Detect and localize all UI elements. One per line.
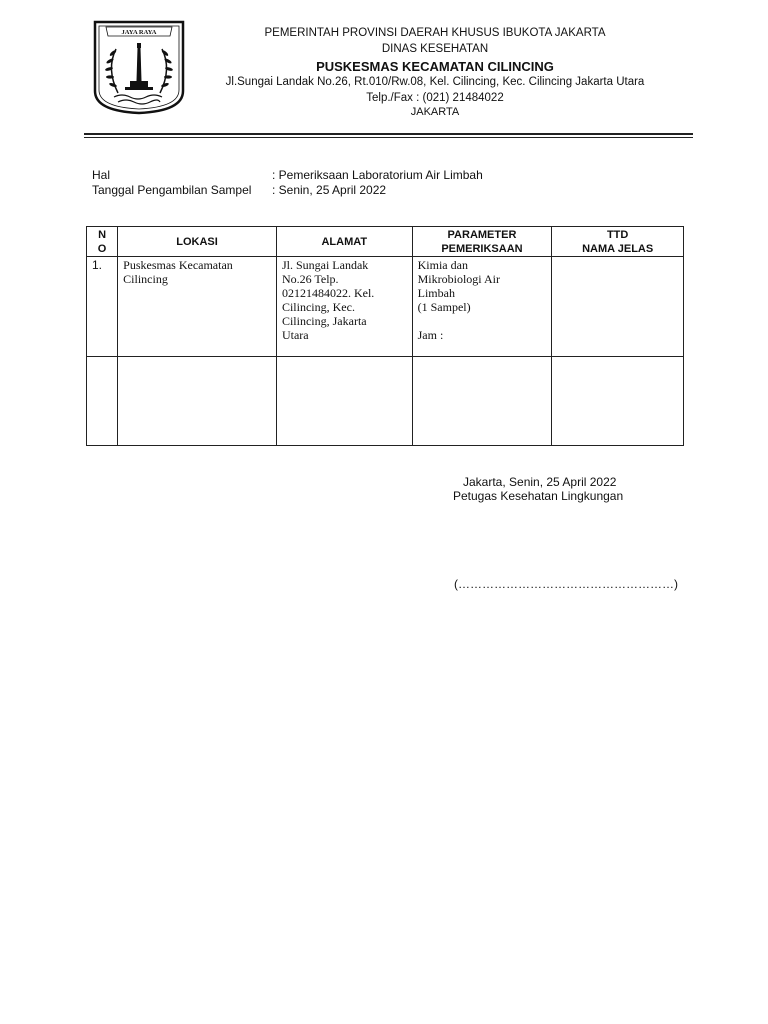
- header-city: JAKARTA: [410, 106, 460, 118]
- cell-parameter: Kimia dan Mikrobiologi Air Limbah (1 Sampel) Jam :: [412, 257, 552, 357]
- header-address: Jl.Sungai Landak No.26, Rt.010/Rw.08, Kel. Cilincing, Kec. Cilincing Jakarta Utara: [225, 76, 645, 88]
- header-institution-name: PUSKESMAS KECAMATAN CILINCING: [316, 59, 554, 74]
- header-parameter: PARAMETER PEMERIKSAAN: [412, 227, 552, 257]
- empty-cell: [118, 357, 277, 446]
- header-government-line: PEMERINTAH PROVINSI DAERAH KHUSUS IBUKOTA JAKARTA: [264, 27, 606, 39]
- header-ttd: TTD NAMA JELAS: [552, 227, 684, 257]
- cell-no: 1.: [87, 257, 118, 357]
- header-alamat: ALAMAT: [276, 227, 412, 257]
- signature-role: Petugas Kesehatan Lingkungan: [453, 489, 624, 503]
- cell-ttd: [552, 257, 684, 357]
- hal-value: : Pemeriksaan Laboratorium Air Limbah: [272, 168, 483, 182]
- header-department-line: DINAS KESEHATAN: [381, 43, 489, 55]
- table-row: [87, 257, 684, 357]
- tanggal-value: : Senin, 25 April 2022: [272, 183, 387, 197]
- empty-cell: [412, 357, 552, 446]
- header-divider-thin: [84, 137, 693, 138]
- empty-cell: [87, 357, 118, 446]
- table-header-row: [87, 227, 684, 257]
- table-row-empty: [87, 357, 684, 446]
- cell-alamat: Jl. Sungai Landak No.26 Telp. 02121484022. Kel. Cilincing, Kec. Cilincing, Jakarta Utara: [276, 257, 412, 357]
- signature-name-placeholder: (………………………………………………): [454, 577, 678, 591]
- signature-date: Jakarta, Senin, 25 April 2022: [463, 475, 617, 489]
- header-phone: Telp./Fax : (021) 21484022: [366, 92, 504, 104]
- logo-text: JAYA RAYA: [121, 29, 157, 36]
- header-no: N O: [87, 227, 118, 257]
- header-lokasi: LOKASI: [118, 227, 277, 257]
- hal-label: Hal: [92, 168, 111, 182]
- empty-cell: [276, 357, 412, 446]
- tanggal-label: Tanggal Pengambilan Sampel: [92, 183, 252, 197]
- jakarta-emblem-logo: [92, 19, 186, 115]
- empty-cell: [552, 357, 684, 446]
- header-divider-thick: [84, 133, 693, 135]
- cell-lokasi: Puskesmas Kecamatan Cilincing: [118, 257, 277, 357]
- sample-table: [86, 226, 684, 446]
